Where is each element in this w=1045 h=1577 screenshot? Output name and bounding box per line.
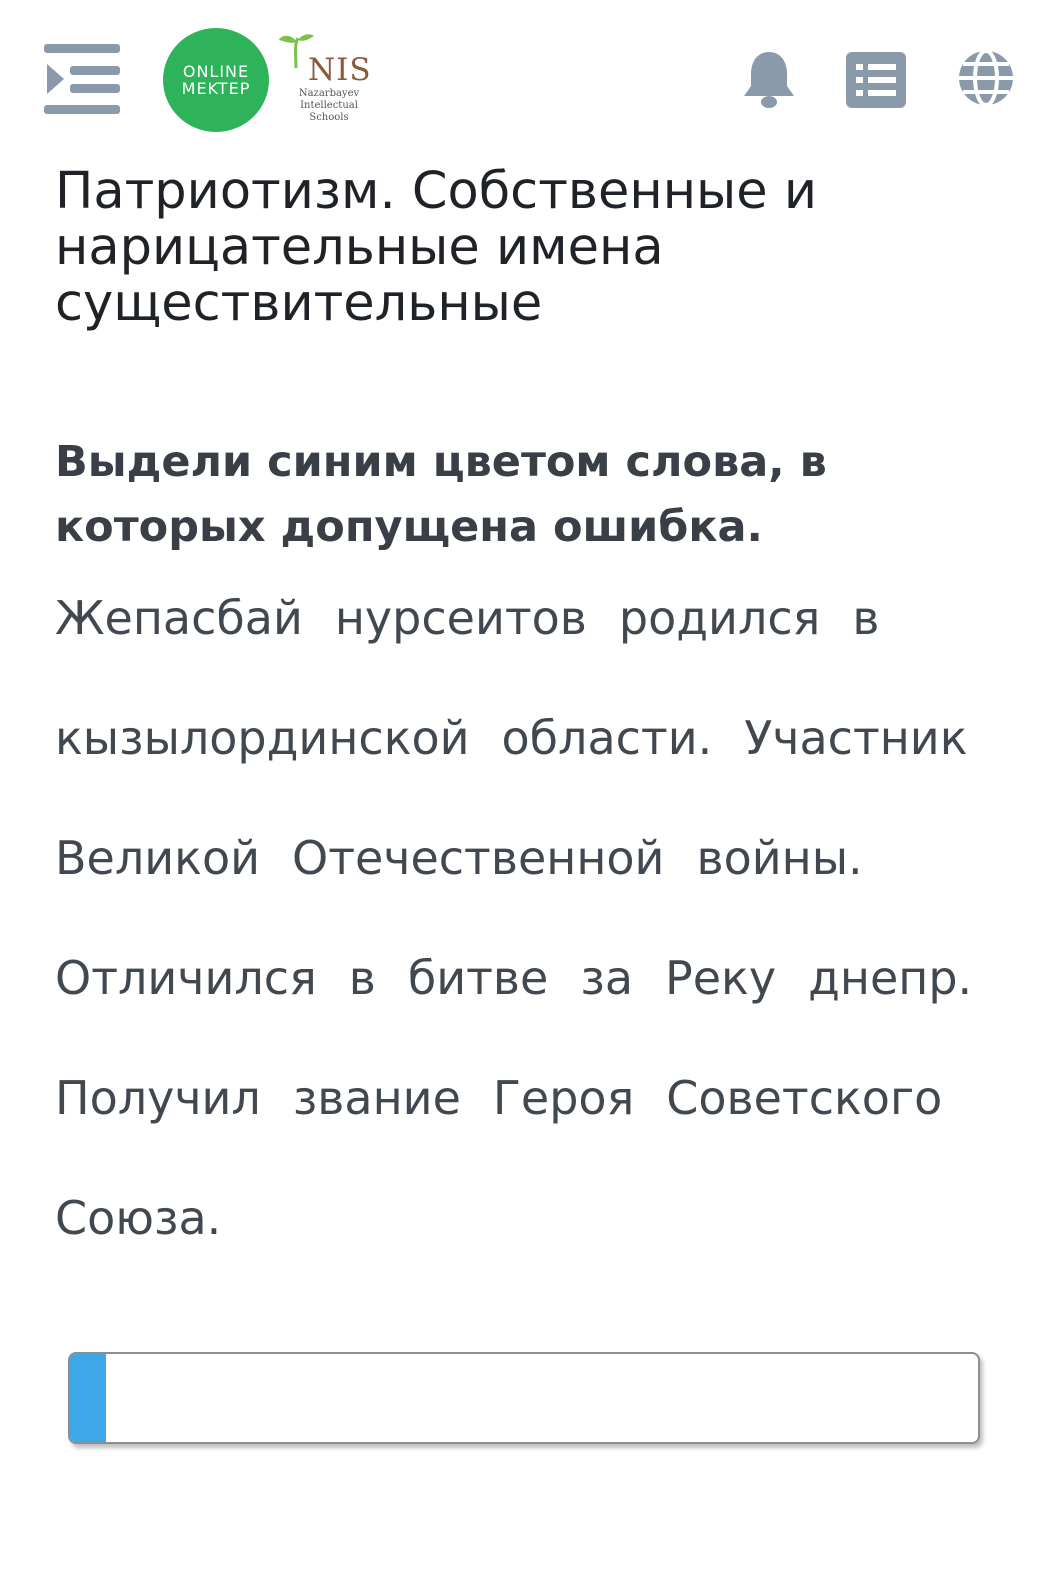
selectable-word[interactable]: Получил [55,1071,261,1125]
selectable-word[interactable]: родился [618,591,821,645]
selectable-word[interactable]: Отличился [55,951,317,1005]
selectable-word[interactable]: войны. [696,831,863,885]
selectable-word[interactable]: Участник [744,711,968,765]
passage-line [55,558,1005,678]
list-icon[interactable] [846,52,906,108]
online-mektep-logo-line1: ONLINE [182,62,250,81]
selectable-word[interactable]: звание [292,1071,461,1125]
bell-icon[interactable] [741,48,797,110]
top-bar [0,0,1045,150]
online-mektep-logo-line2: MEKTEP [181,79,251,98]
passage-line [55,798,1005,918]
selectable-word[interactable]: битве [407,951,549,1005]
page-title: Патриотизм. Собственные и нарицательные имена существительные [55,162,818,333]
selectable-word[interactable]: Советского [666,1071,943,1125]
answer-box-accent [70,1354,106,1442]
answer-input-box[interactable] [68,1352,980,1444]
selectable-word[interactable]: в [852,591,880,645]
selectable-word[interactable]: Героя [492,1071,635,1125]
nis-logo-title: NIS [308,52,372,88]
passage-line [55,1038,1005,1158]
selectable-word[interactable]: за [580,951,634,1005]
selectable-word[interactable]: области. [501,711,713,765]
passage-line [55,678,1005,798]
selectable-word[interactable]: Отечественной [291,831,665,885]
nis-logo-subtitle: Nazarbayev Intellectual Schools [298,88,360,123]
selectable-word[interactable]: днепр. [808,951,973,1005]
selectable-word[interactable]: в [348,951,376,1005]
passage-line [55,1158,1005,1278]
selectable-word[interactable]: Реку [665,951,777,1005]
word-selection-passage [55,558,1005,1278]
globe-icon[interactable] [956,48,1016,108]
passage-line [55,918,1005,1038]
selectable-word[interactable]: Союза. [55,1191,222,1245]
selectable-word[interactable]: нурсеитов [334,591,587,645]
selectable-word[interactable]: кызылординской [55,711,470,765]
nis-logo [276,30,372,130]
task-instruction: Выдели синим цветом слова, в которых допущена ошибка. [55,437,827,552]
selectable-word[interactable]: Великой [55,831,260,885]
menu-icon[interactable] [44,42,122,116]
online-mektep-logo[interactable] [163,28,269,132]
selectable-word[interactable]: Жепасбай [55,591,303,645]
